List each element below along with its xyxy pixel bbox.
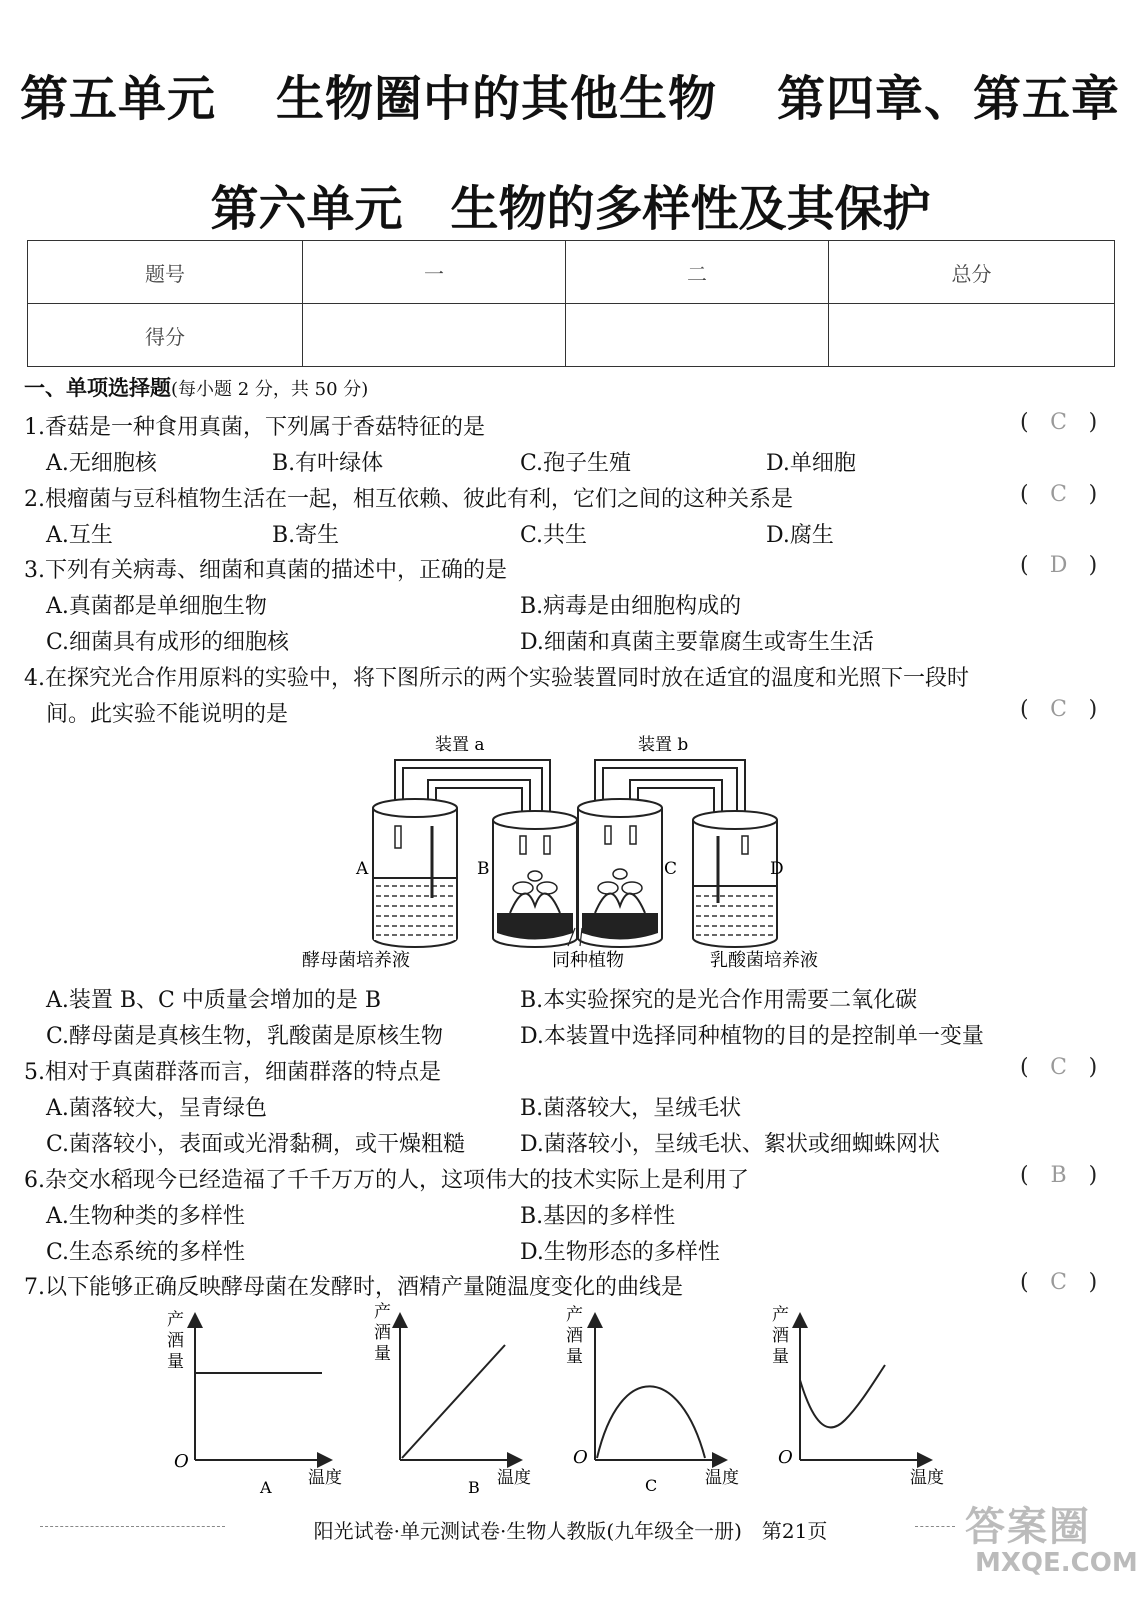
q1-option-a: A.无细胞核: [46, 451, 157, 476]
question-4-answer: ( C ): [1020, 697, 1098, 722]
q4-option-a: A.装置 B、C 中质量会增加的是 B: [46, 988, 382, 1013]
score-table: [27, 240, 1115, 367]
q2-option-a: A.互生: [46, 523, 113, 548]
graph-a-ylabel-3: 量: [167, 1352, 184, 1372]
score-cell-part2: 二: [566, 241, 829, 304]
graph-c-origin: O: [573, 1447, 588, 1468]
score-cell-score-label: 得分: [28, 304, 303, 367]
graph-b-ylabel-3: 量: [374, 1344, 391, 1364]
section-heading: [24, 372, 368, 402]
graph-c-ylabel-2: 酒: [566, 1326, 583, 1346]
bottle-label-b: B: [477, 859, 490, 879]
question-5-stem: 5.相对于真菌群落而言，细菌群落的特点是: [24, 1060, 441, 1085]
score-table-score-row: [28, 304, 1115, 367]
caption-lactobacillus: 乳酸菌培养液: [710, 950, 818, 971]
page-footer: 阳光试卷·单元测试卷·生物人教版(九年级全一册) 第21页: [313, 1519, 828, 1543]
graph-c-ylabel-1: 产: [566, 1305, 583, 1325]
q2-option-d: D.腐生: [766, 523, 834, 548]
graph-c-name: C: [645, 1476, 658, 1495]
temperature-graphs: [150, 1302, 970, 1505]
answer-letter: C: [1050, 1055, 1068, 1080]
graph-a-origin: O: [174, 1451, 189, 1472]
graph-a-ylabel-2: 酒: [167, 1331, 184, 1351]
question-2-stem: 2.根瘤菌与豆科植物生活在一起，相互依赖、彼此有利，它们之间的这种关系是: [24, 487, 793, 512]
question-5-answer: ( C ): [1020, 1055, 1098, 1080]
question-4-stem-cont: 间。此实验不能说明的是: [46, 702, 289, 727]
watermark-url: MXQE.COM: [975, 1548, 1138, 1578]
question-1-stem: 1.香菇是一种食用真菌，下列属于香菇特征的是: [24, 415, 485, 440]
graph-b-ylabel-1: 产: [374, 1302, 391, 1322]
q4-option-d: D.本装置中选择同种植物的目的是控制单一变量: [520, 1024, 984, 1049]
title-unit5-name: 生物圈中的其他生物: [276, 71, 718, 127]
score-cell-label: 题号: [28, 241, 303, 304]
answer-letter: C: [1050, 482, 1068, 507]
q3-option-a: A.真菌都是单细胞生物: [46, 594, 267, 619]
page-title-line1: [20, 60, 1120, 129]
q4-option-b: B.本实验探究的是光合作用需要二氧化碳: [520, 988, 918, 1013]
graph-a-ylabel-1: 产: [167, 1310, 184, 1330]
score-input-part1[interactable]: [303, 304, 566, 367]
graph-b: [374, 1302, 531, 1497]
graph-b-xlabel: 温度: [497, 1468, 531, 1488]
q6-option-a: A.生物种类的多样性: [46, 1204, 245, 1229]
graph-d: [772, 1305, 944, 1488]
score-input-part2[interactable]: [566, 304, 829, 367]
bottle-a: [373, 799, 457, 947]
q2-option-c: C.共生: [520, 523, 588, 548]
q6-option-d: D.生物形态的多样性: [520, 1240, 720, 1265]
bottle-label-c: C: [664, 859, 678, 879]
graph-c-curve: [597, 1386, 705, 1458]
q4-option-c: C.酵母菌是真核生物，乳酸菌是原核生物: [46, 1024, 444, 1049]
question-6-stem: 6.杂交水稻现今已经造福了千千万万的人，这项伟大的技术实际上是利用了: [24, 1168, 749, 1193]
watermark-logo: 答案圈: [965, 1504, 1091, 1550]
q3-option-b: B.病毒是由细胞构成的: [520, 594, 742, 619]
title-chapters: 第四章、第五章: [777, 71, 1121, 127]
q6-option-c: C.生态系统的多样性: [46, 1240, 246, 1265]
bottle-label-d: D: [770, 859, 784, 879]
graph-c-ylabel-3: 量: [566, 1347, 583, 1367]
caption-same-plant: 同种植物: [552, 950, 624, 971]
apparatus-figure: [302, 728, 860, 978]
q3-option-d: D.细菌和真菌主要靠腐生或寄生生活: [520, 630, 874, 655]
bottle-c: [578, 799, 662, 947]
graph-a: [167, 1310, 342, 1497]
q6-option-b: B.基因的多样性: [520, 1204, 676, 1229]
q5-option-a: A.菌落较大，呈青绿色: [46, 1096, 267, 1121]
score-cell-total: 总分: [829, 241, 1115, 304]
apparatus-label-a: 装置 a: [435, 735, 485, 755]
graph-c-xlabel: 温度: [705, 1468, 739, 1488]
q5-option-c: C.菌落较小，表面或光滑黏稠，或干燥粗糙: [46, 1132, 466, 1157]
graph-b-name: B: [468, 1478, 480, 1497]
caption-yeast: 酵母菌培养液: [302, 950, 410, 971]
graph-d-curve: [800, 1365, 885, 1427]
answer-letter: B: [1050, 1163, 1067, 1188]
title-unit5: 第五单元: [20, 71, 217, 127]
question-7-stem: 7.以下能够正确反映酵母菌在发酵时，酒精产量随温度变化的曲线是: [24, 1275, 683, 1300]
graph-b-curve: [402, 1345, 505, 1458]
graph-c: [566, 1305, 739, 1495]
apparatus-label-b: 装置 b: [638, 735, 689, 755]
question-4-stem: 4.在探究光合作用原料的实验中，将下图所示的两个实验装置同时放在适宜的温度和光照下一段时: [24, 666, 969, 691]
score-table-header-row: [28, 241, 1115, 304]
answer-letter: C: [1050, 410, 1068, 435]
graph-a-xlabel: 温度: [308, 1468, 342, 1488]
q3-option-c: C.细菌具有成形的细胞核: [46, 630, 290, 655]
question-1-answer: ( C ): [1020, 410, 1098, 435]
page-title-line2: 第六单元 生物的多样性及其保护: [210, 181, 931, 237]
graph-b-ylabel-2: 酒: [374, 1323, 391, 1343]
graph-a-name: A: [260, 1478, 272, 1497]
q5-option-d: D.菌落较小，呈绒毛状、絮状或细蜘蛛网状: [520, 1132, 940, 1157]
answer-letter: C: [1050, 1270, 1068, 1295]
q2-option-b: B.寄生: [272, 523, 340, 548]
q1-option-b: B.有叶绿体: [272, 451, 384, 476]
graph-d-ylabel-1: 产: [772, 1305, 789, 1325]
graph-d-ylabel-2: 酒: [772, 1326, 789, 1346]
section-title: 一、单项选择题: [24, 375, 171, 400]
question-6-answer: ( B ): [1020, 1163, 1098, 1188]
graph-d-xlabel: 温度: [910, 1468, 944, 1488]
score-cell-part1: 一: [303, 241, 566, 304]
question-7-answer: ( C ): [1020, 1270, 1098, 1295]
section-note: (每小题 2 分，共 50 分): [171, 379, 369, 400]
bottle-label-a: A: [356, 859, 369, 879]
q5-option-b: B.菌落较大，呈绒毛状: [520, 1096, 742, 1121]
graph-d-origin: O: [778, 1447, 793, 1468]
answer-letter: D: [1049, 553, 1068, 578]
score-input-total[interactable]: [829, 304, 1115, 367]
graph-d-ylabel-3: 量: [772, 1347, 789, 1367]
answer-letter: C: [1050, 697, 1068, 722]
question-3-stem: 3.下列有关病毒、细菌和真菌的描述中，正确的是: [24, 558, 507, 583]
question-3-answer: ( D ): [1020, 553, 1098, 578]
bottle-b: [493, 811, 577, 947]
q1-option-d: D.单细胞: [766, 451, 856, 476]
bottle-d: [693, 811, 777, 947]
question-2-answer: ( C ): [1020, 482, 1098, 507]
q1-option-c: C.孢子生殖: [520, 451, 632, 476]
